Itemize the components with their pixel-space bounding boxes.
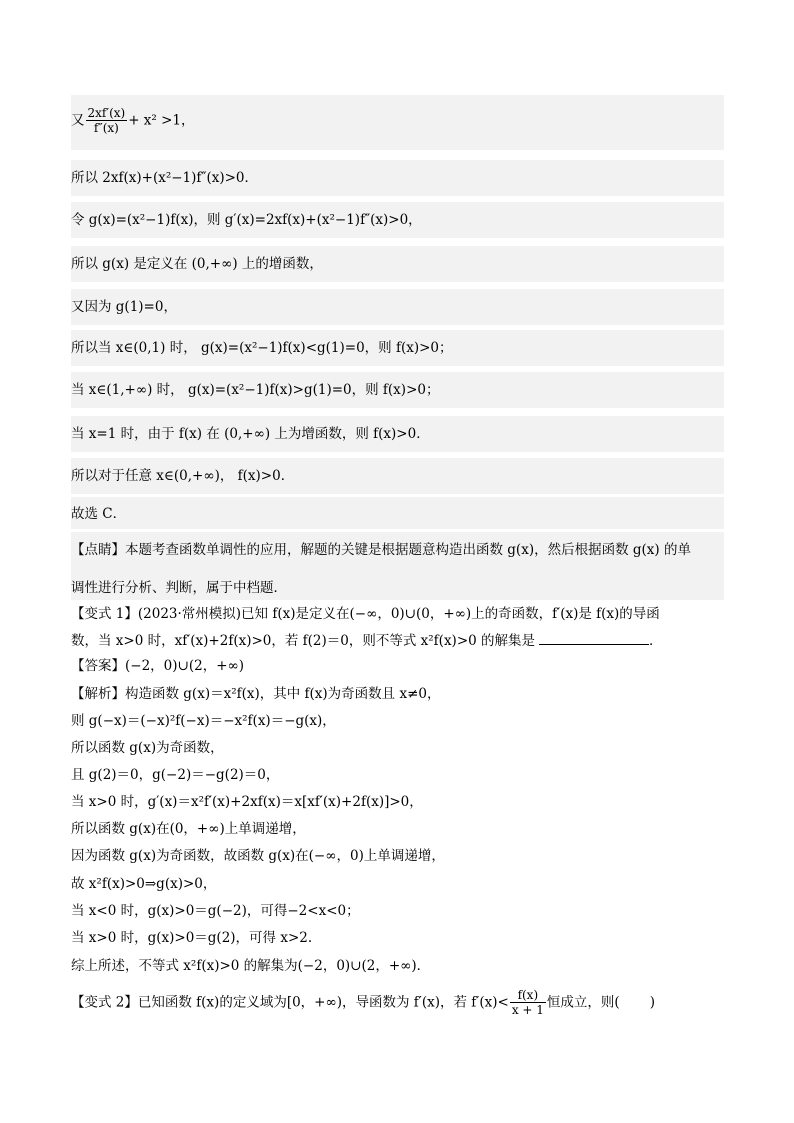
fraction: $\frac{2xf'(x)}{f''(x)}$ — [87, 106, 126, 136]
line-5: 又因为 g(1)=0， — [71, 299, 177, 315]
solution-line: 当 x>0 时，g(x)>0＝g(2)，可得 x>2. — [71, 930, 313, 946]
line-10: 故选 C． — [71, 506, 127, 522]
solution-line: 所以函数 g(x)为奇函数， — [71, 740, 224, 756]
variant2-question: 【变式 2】已知函数 f(x)的定义域为[0，+∞)，导函数为 f′(x)，若 f′(x)< $\frac{f(x)}{x + 1}$ 恒成立，则( ) — [71, 988, 655, 1018]
shade-row — [71, 497, 724, 529]
fraction: $\frac{f(x)}{x + 1}$ — [511, 988, 544, 1018]
comment-line-1: 【点睛】本题考查函数单调性的应用，解题的关键是根据题意构造出函数 g(x)，然后根据函数 g(x) 的单 — [71, 542, 691, 558]
variant1-question-2: 数，当 x>0 时，xf′(x)+2f(x)>0，若 f(2)＝0，则不等式 x²f(x)>0 的解集是 ． — [71, 633, 663, 649]
line-8: 当 x=1 时，由于 f(x) 在 (0,+∞) 上为增函数，则 f(x)>0． — [71, 426, 430, 442]
solution-line: 所以函数 g(x)在(0，+∞)上单调递增， — [71, 821, 306, 837]
line-2: 所以 2xf(x)+(x²−1)f″(x)>0． — [71, 170, 258, 186]
solution-line: 综上所述，不等式 x²f(x)>0 的解集为(−2，0)∪(2，+∞)． — [71, 958, 431, 974]
solution-line: 当 x>0 时，g′(x)＝x²f′(x)+2xf(x)＝x[xf′(x)+2f(x)]>0， — [71, 794, 423, 810]
answer-blank — [539, 632, 649, 645]
variant1-question-1: 【变式 1】(2023·常州模拟)已知 f(x)是定义在(−∞，0)∪(0，+∞)上的奇函数，f′(x)是 f(x)的导函 — [71, 606, 660, 622]
line-4: 所以 g(x) 是定义在 (0,+∞) 上的增函数， — [71, 256, 323, 272]
comment-line-2: 调性进行分析、判断，属于中档题． — [71, 580, 287, 596]
solution-line: 因为函数 g(x)为奇函数，故函数 g(x)在(−∞，0)上单调递增， — [71, 848, 445, 864]
line-6: 所以当 x∈(0,1) 时， g(x)=(x²−1)f(x)<g(1)=0，则 f(x)>0； — [71, 340, 453, 356]
solution-line: 当 x<0 时，g(x)>0＝g(−2)，可得−2<x<0； — [71, 903, 360, 919]
line-9: 所以对于任意 x∈(0,+∞)， f(x)>0． — [71, 468, 295, 484]
line-1: 又 $\frac{2xf'(x)}{f''(x)}$ + x² >1， — [71, 106, 195, 136]
solution-line: 故 x²f(x)>0⇒g(x)>0， — [71, 876, 217, 892]
solution-line: 【解析】构造函数 g(x)＝x²f(x)，其中 f(x)为奇函数且 x≠0， — [71, 686, 441, 702]
variant1-answer: 【答案】(−2，0)∪(2，+∞) — [71, 658, 245, 674]
solution-line: 且 g(2)＝0，g(−2)＝−g(2)＝0， — [71, 767, 280, 783]
line-7: 当 x∈(1,+∞) 时， g(x)=(x²−1)f(x)>g(1)=0，则 f(x)>0； — [71, 382, 440, 398]
line-3: 令 g(x)=(x²−1)f(x)，则 g′(x)=2xf(x)+(x²−1)f″(x)>0， — [71, 212, 422, 228]
solution-line: 则 g(−x)＝(−x)²f(−x)＝−x²f(x)＝−g(x)， — [71, 713, 336, 729]
